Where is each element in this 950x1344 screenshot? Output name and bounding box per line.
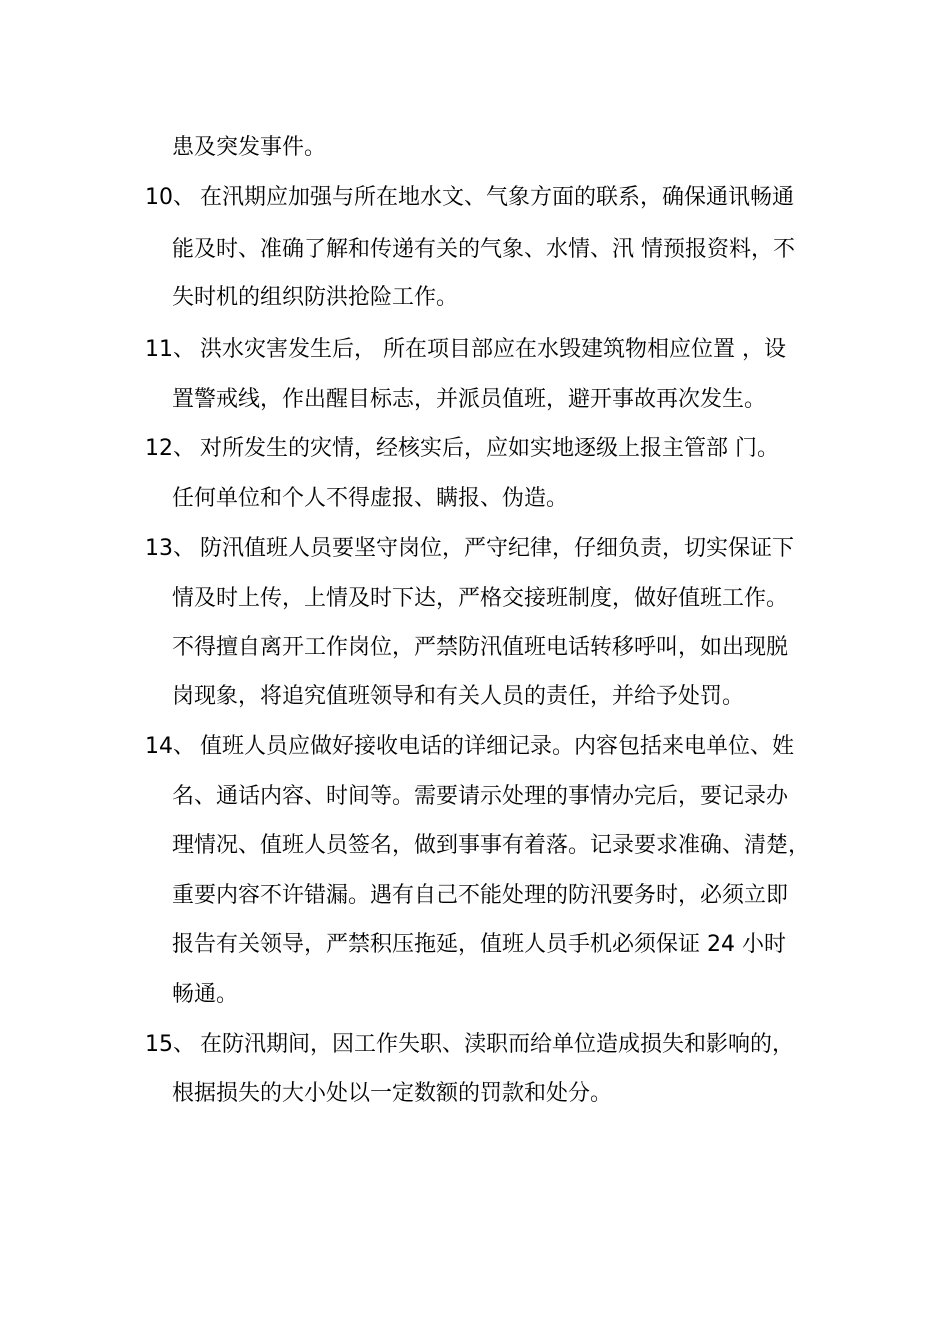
item-text-line: 理情况、值班人员签名，做到事事有着落。记录要求准确、清楚， <box>172 833 811 858</box>
item-number: 12、 <box>145 436 195 461</box>
item-text-line: 畅通。 <box>172 982 239 1007</box>
continuation-line: 患及突发事件。 <box>172 135 327 160</box>
item-text-line: 能及时、准确了解和传递有关的气象、水情、汛 情预报资料，不 <box>172 237 795 262</box>
item-text-line: 报告有关领导，严禁积压拖延，值班人员手机必须保证 24 小时 <box>172 932 786 957</box>
item-text-line: 根据损失的大小处以一定数额的罚款和处分。 <box>172 1081 613 1106</box>
item-text-line: 置警戒线，作出醒目标志，并派员值班，避开事故再次发生。 <box>172 387 767 412</box>
item-text-line: 岗现象，将追究值班领导和有关人员的责任，并给予处罚。 <box>172 684 745 709</box>
item-number: 13、 <box>145 536 195 561</box>
item-text-line: 对所发生的灾情，经核实后，应如实地逐级上报主管部 门。 <box>200 436 779 461</box>
item-number: 15、 <box>145 1032 195 1057</box>
item-text-line: 防汛值班人员要坚守岗位，严守纪律，仔细负责，切实保证下 <box>200 536 795 561</box>
item-text-line: 重要内容不许错漏。遇有自己不能处理的防汛要务时，必须立即 <box>172 883 789 908</box>
item-text-line: 任何单位和个人不得虚报、瞒报、伪造。 <box>172 486 569 511</box>
item-text-line: 在汛期应加强与所在地水文、气象方面的联系，确保通讯畅通 <box>200 185 795 210</box>
item-text-line: 名、通话内容、时间等。需要请示处理的事情办完后，要记录办 <box>172 784 789 809</box>
item-number: 11、 <box>145 337 195 362</box>
item-number: 14、 <box>145 734 195 759</box>
item-text-line: 洪水灾害发生后， 所在项目部应在水毁建筑物相应位置 ，设 <box>200 337 786 362</box>
item-text-line: 不得擅自离开工作岗位，严禁防汛值班电话转移呼叫，如出现脱 <box>172 635 789 660</box>
item-text-line: 失时机的组织防洪抢险工作。 <box>172 285 459 310</box>
item-text-line: 值班人员应做好接收电话的详细记录。内容包括来电单位、姓 <box>200 734 795 759</box>
item-text-line: 在防汛期间，因工作失职、渎职而给单位造成损失和影响的， <box>200 1032 795 1057</box>
item-number: 10、 <box>145 185 195 210</box>
item-text-line: 情及时上传，上情及时下达，严格交接班制度，做好值班工作。 <box>172 586 789 611</box>
